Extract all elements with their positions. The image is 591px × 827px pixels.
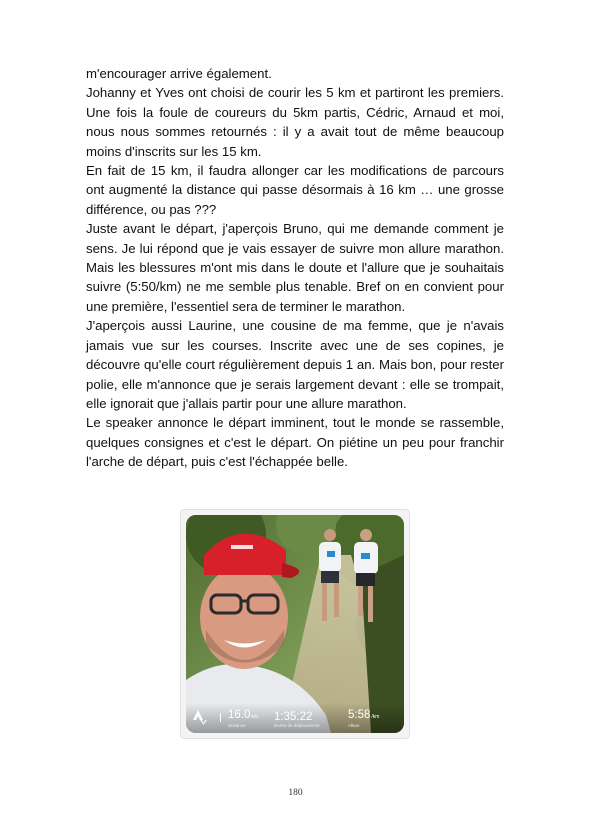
activity-stats-bar <box>186 703 404 733</box>
pace-label: Allure <box>348 723 360 728</box>
paragraph: Johanny et Yves ont choisi de courir les 5 km et partiront les premiers. Une fois la foule de coureurs du 5km partis, Cédric, Arnaud et moi, nous nous sommes retournés : il y a avait tout de même beaucoup moins d'inscrits sur les 15 km. <box>86 85 504 159</box>
distance-value: 16.0 <box>228 709 251 721</box>
photo-frame <box>181 510 409 738</box>
duration-stat <box>274 711 320 729</box>
pace-unit: /km <box>371 714 380 720</box>
paragraph: J'aperçois aussi Laurine, une cousine de ma femme, que je n'avais jamais vue sur les courses. Inscrite avec une de ses copines, je découvre qu'elle court régulièrement depuis 1 an. Mais bon, pour rester polie, elle m'annonce que je serais largement devant : elle se trompait, elle ignorait que j'allais partir pour une allure marathon. <box>86 318 504 411</box>
distance-unit: km <box>251 714 259 720</box>
paragraph: Le speaker annonce le départ imminent, tout le monde se rassemble, quelques consignes et c'est le départ. On piétine un peu pour franchir l'arche de départ, puis c'est l'échappée belle. <box>86 415 504 470</box>
photo-illustration <box>186 515 404 733</box>
paragraph: Juste avant le départ, j'aperçois Bruno, qui me demande comment je sens. Je lui répond que je vais essayer de suivre mon allure marathon. Mais les blessures m'ont mis dans le doute et l'allure que je souhaitais suivre (5:50/km) ne me semble plus tenable. Bref on en convient pour une première, l'essentiel sera de terminer le marathon. <box>86 221 504 314</box>
paragraph: m'encourager arrive également. <box>86 66 272 81</box>
pace-stat <box>348 709 379 729</box>
paragraph: En fait de 15 km, il faudra allonger car les modifications de parcours ont augmenté la distance qui passe désormais à 16 km … une grosse différence, ou pas ??? <box>86 163 504 217</box>
duration-label: Durée de déplacement <box>274 723 320 728</box>
race-selfie-photo <box>186 515 404 733</box>
stats-separator <box>220 713 221 722</box>
body-text <box>86 64 504 472</box>
distance-stat <box>228 709 258 729</box>
page-number: 180 <box>288 788 303 798</box>
distance-label: Distance <box>228 723 246 728</box>
strava-logo-icon <box>192 709 208 725</box>
pace-value: 5:58 <box>348 709 371 721</box>
duration-value: 1:35:22 <box>274 711 313 723</box>
